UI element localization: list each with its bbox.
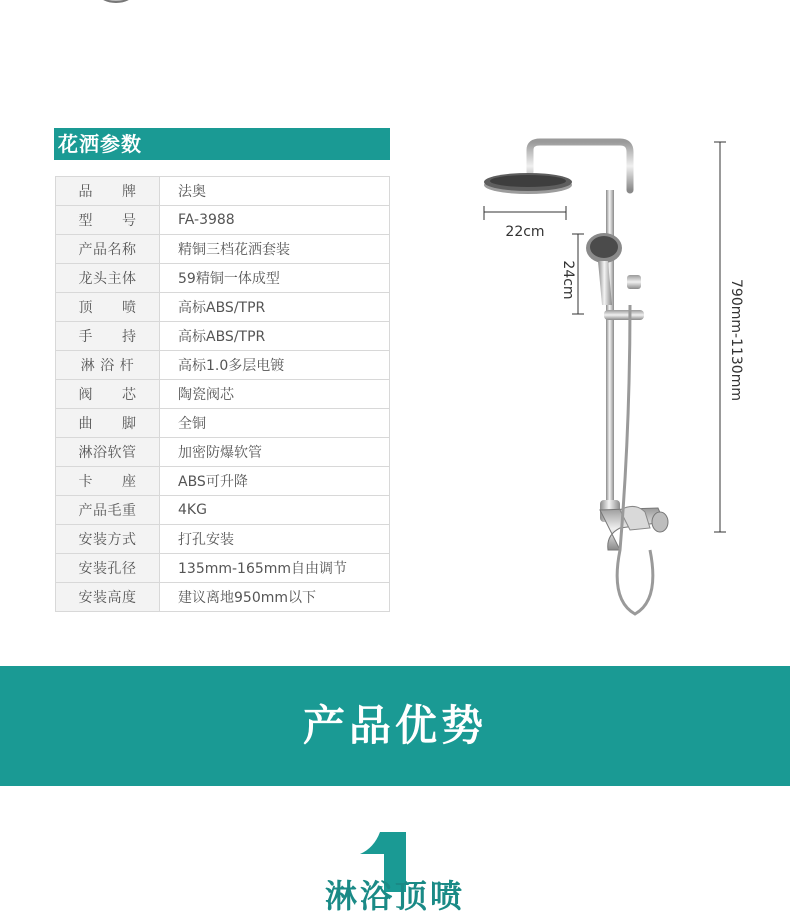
shower-set-diagram — [470, 130, 760, 630]
dim-top-shower-label: 22cm — [505, 224, 545, 240]
advantages-banner — [0, 666, 790, 786]
spec-label: 产品名称 — [56, 235, 160, 264]
spec-row — [56, 496, 390, 525]
spec-table — [55, 176, 390, 612]
spec-label: 龙头主体 — [56, 264, 160, 293]
spec-row — [56, 264, 390, 293]
spec-label: 安装孔径 — [56, 554, 160, 583]
spec-value: 4KG — [160, 496, 390, 525]
spec-label: 卡 座 — [56, 467, 160, 496]
spec-label: 品 牌 — [56, 177, 160, 206]
spec-value: 建议离地950mm以下 — [160, 583, 390, 612]
spec-row — [56, 583, 390, 612]
dim-hand-shower-label: 24cm — [560, 260, 576, 300]
dim-top-shower — [484, 206, 566, 220]
dim-height-label: 790mm-1130mm — [728, 279, 744, 401]
spec-label: 安装高度 — [56, 583, 160, 612]
spec-label: 阀 芯 — [56, 380, 160, 409]
spec-value: 135mm-165mm自由调节 — [160, 554, 390, 583]
spec-value: 法奥 — [160, 177, 390, 206]
spec-value: 打孔安装 — [160, 525, 390, 554]
spec-row — [56, 467, 390, 496]
shower-hose — [617, 305, 653, 614]
spec-label: 型 号 — [56, 206, 160, 235]
spec-row — [56, 438, 390, 467]
banner-title: 产品优势 — [302, 701, 487, 750]
mixer-valve-icon — [600, 500, 668, 550]
spec-row — [56, 235, 390, 264]
spec-section-title: 花洒参数 — [54, 128, 390, 160]
dim-height — [714, 142, 726, 532]
spec-value: FA-3988 — [160, 206, 390, 235]
feature-title: 淋浴顶喷 — [324, 877, 465, 915]
spec-row — [56, 206, 390, 235]
previous-product-fragment — [96, 0, 136, 6]
spec-label: 淋 浴 杆 — [56, 351, 160, 380]
spec-label: 曲 脚 — [56, 409, 160, 438]
spec-row — [56, 177, 390, 206]
spec-label: 手 持 — [56, 322, 160, 351]
spec-row — [56, 380, 390, 409]
spec-value: 精铜三档花洒套装 — [160, 235, 390, 264]
spec-value: ABS可升降 — [160, 467, 390, 496]
spec-row — [56, 554, 390, 583]
spec-value: 高标ABS/TPR — [160, 322, 390, 351]
hand-shower-icon — [586, 233, 622, 305]
spec-value: 全铜 — [160, 409, 390, 438]
spec-value: 59精铜一体成型 — [160, 264, 390, 293]
spec-row — [56, 409, 390, 438]
spec-label: 安装方式 — [56, 525, 160, 554]
spec-row — [56, 322, 390, 351]
spec-value: 加密防爆软管 — [160, 438, 390, 467]
spec-label: 淋浴软管 — [56, 438, 160, 467]
spec-value: 陶瓷阀芯 — [160, 380, 390, 409]
spec-row — [56, 525, 390, 554]
spec-label: 产品毛重 — [56, 496, 160, 525]
spec-value: 高标ABS/TPR — [160, 293, 390, 322]
spec-value: 高标1.0多层电镀 — [160, 351, 390, 380]
top-shower-head-icon — [484, 173, 572, 194]
spec-row — [56, 351, 390, 380]
spec-row — [56, 293, 390, 322]
spec-label: 顶 喷 — [56, 293, 160, 322]
